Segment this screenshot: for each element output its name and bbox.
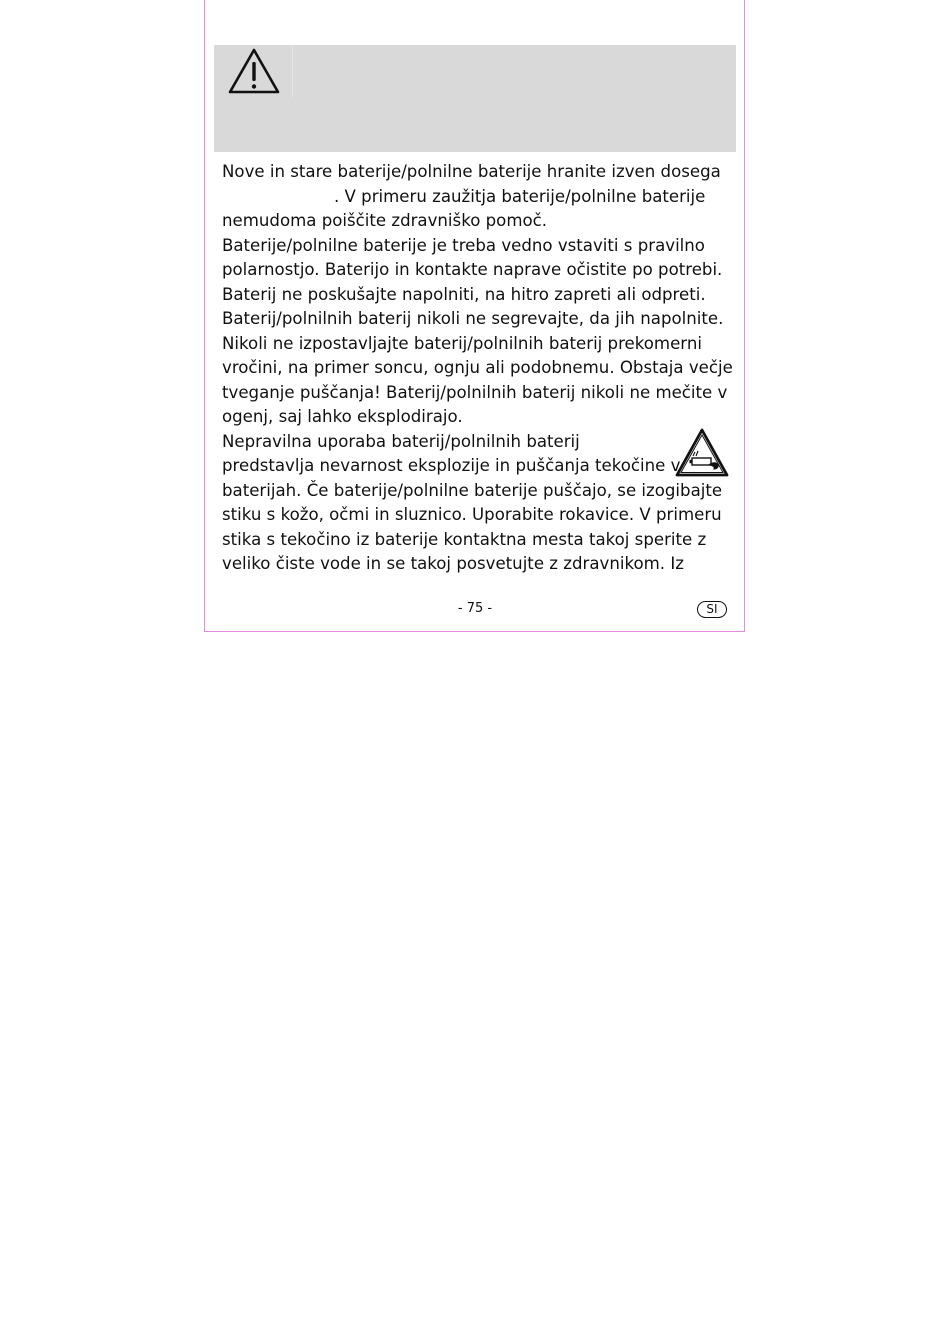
battery-leak-warning-icon xyxy=(675,428,729,478)
text-line: veliko čiste vode in se takoj posvetujte z zdravnikom. Iz xyxy=(222,554,684,573)
text-line: baterijah. Če baterije/polnilne baterije puščajo, se izogibajte xyxy=(222,480,723,500)
page-number: - 75 - xyxy=(457,601,493,616)
text-line: Baterij/polnilnih baterij nikoli ne segrevajte, da jih napolnite. xyxy=(222,309,724,328)
text-line: Nepravilna uporaba baterij/polnilnih baterij xyxy=(222,431,580,451)
text-line: vročini, na primer soncu, ognju ali podobnemu. Obstaja večje xyxy=(222,358,733,377)
text-line: . V primeru zaužitja baterije/polnilne baterije xyxy=(334,186,706,206)
text-line: Nove in stare baterije/polnilne baterije hranite izven dosega xyxy=(222,162,721,181)
text-line: polarnostjo. Baterijo in kontakte naprave očistite po potrebi. xyxy=(222,260,723,279)
text-line: stiku s kožo, očmi in sluznico. Uporabite rokavice. V primeru xyxy=(222,505,722,524)
country-badge: SI xyxy=(697,601,727,618)
text-line: ogenj, saj lahko eksplodirajo. xyxy=(222,407,463,426)
text-line: Baterije/polnilne baterije je treba vedno vstaviti s pravilno xyxy=(222,235,705,255)
text-line: nemudoma poiščite zdravniško pomoč. xyxy=(222,211,548,230)
text-line: predstavlja nevarnost eksplozije in puščanja tekočine v xyxy=(222,456,681,475)
warning-triangle-icon xyxy=(228,48,280,94)
text-line: Baterij ne poskušajte napolniti, na hitro zapreti ali odpreti. xyxy=(222,284,706,304)
text-line: tveganje puščanja! Baterij/polnilnih baterij nikoli ne mečite v xyxy=(222,382,728,402)
body-text xyxy=(222,160,733,577)
text-line: Nikoli ne izpostavljajte baterij/polnilnih baterij prekomerni xyxy=(222,333,702,353)
text-line: stika s tekočino iz baterije kontaktna mesta takoj sperite z xyxy=(222,529,707,549)
